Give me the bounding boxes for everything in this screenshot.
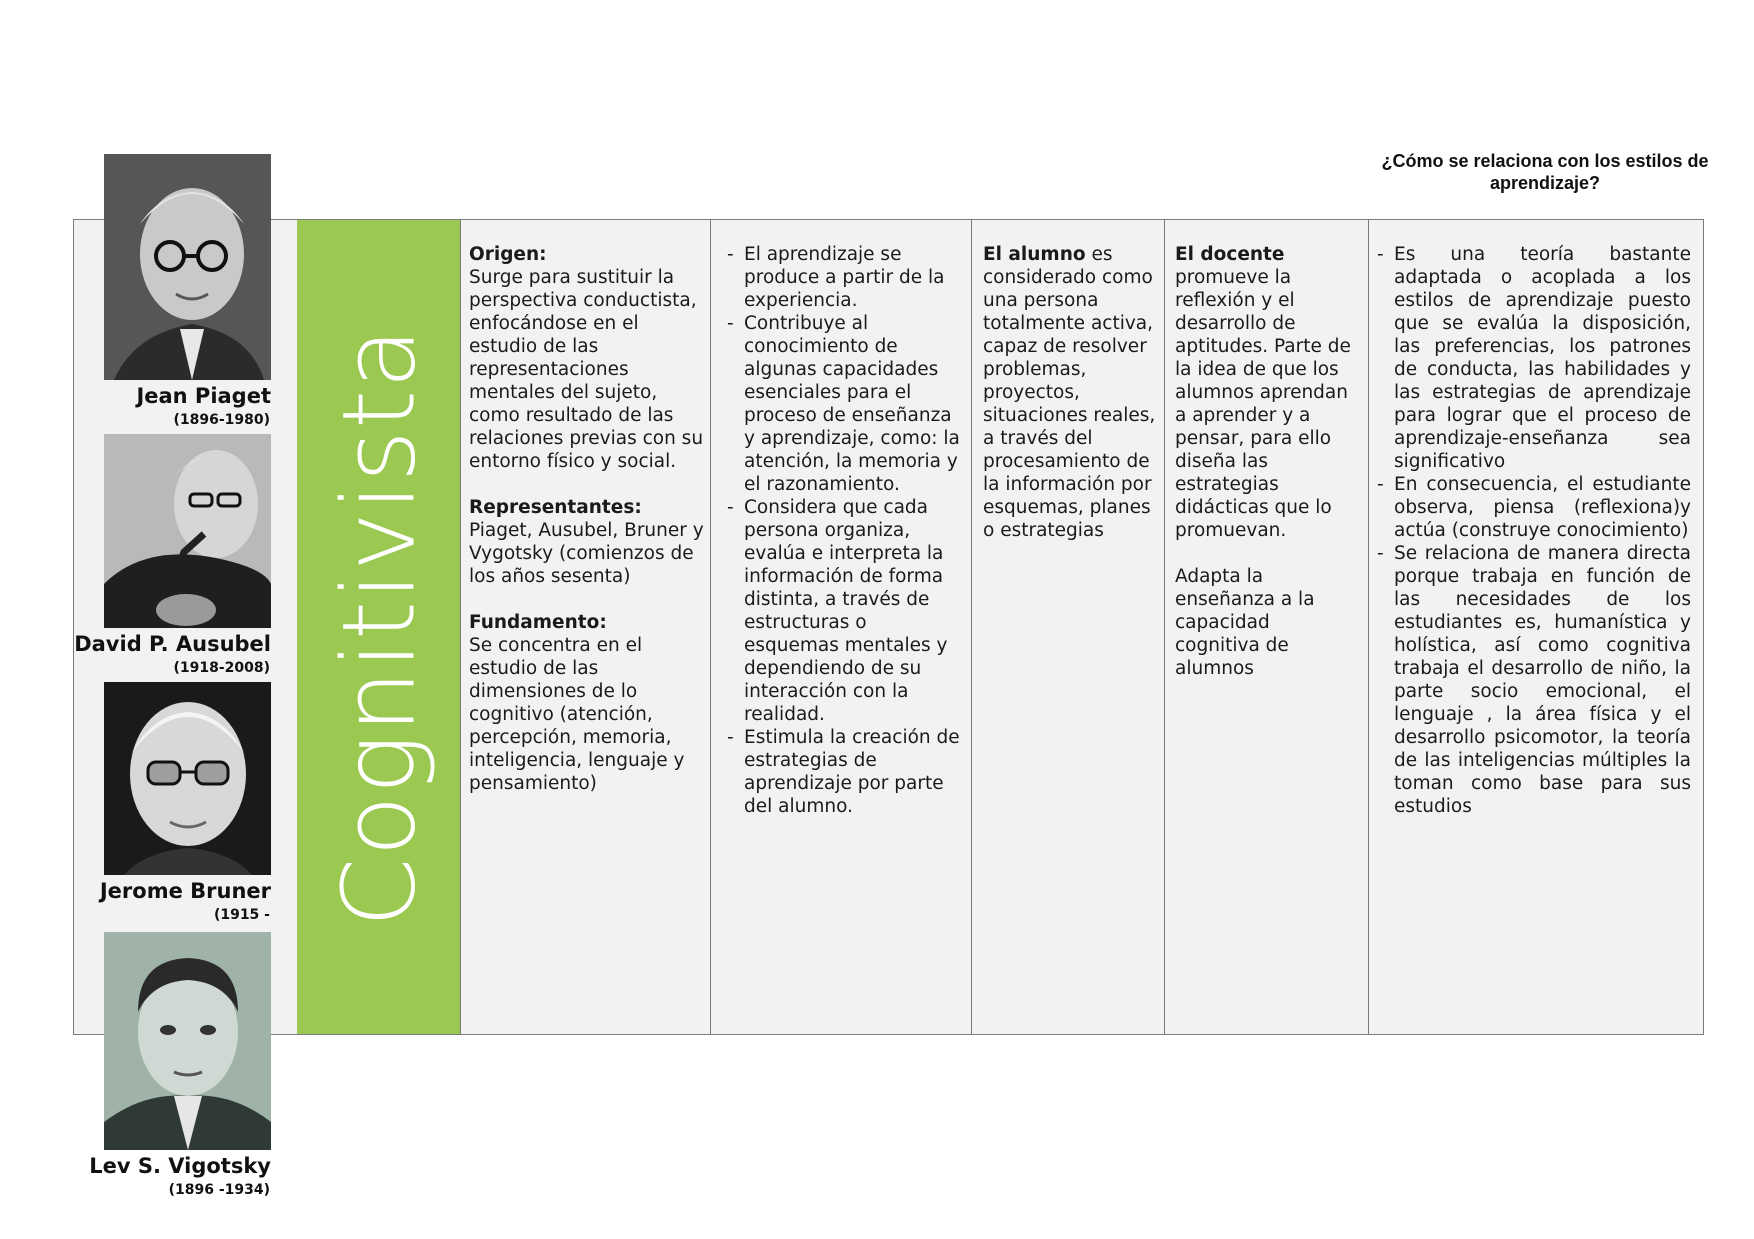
teacher-text: promueve la reflexión y el desarrollo de aptitudes. Parte de la idea de que los alumnos aprendan a aprender y a pensar, para ello diseña las estrategias didácticas que lo promuevan.	[1175, 267, 1351, 541]
column-divider	[971, 219, 972, 1035]
list-item: - Considera que cada persona organiza, evalúa e interpreta la información de forma distinta, a través de estructuras o esquemas mentales y dependiendo de su interacción con la realidad.	[727, 496, 965, 726]
representatives-text: Piaget, Ausubel, Bruner y Vygotsky (comienzos de los años sesenta)	[469, 520, 704, 587]
student-text: es considerado como una persona totalmente activa, capaz de resolver problemas, proyectos, situaciones reales, a través del procesamiento de la información por esquemas, planes o estrategias	[983, 244, 1156, 541]
portrait-jean-piaget-icon	[104, 154, 271, 380]
list-item: - Contribuye al conocimiento de algunas capacidades esenciales para el proceso de enseñanza y aprendizaje, como: la atención, la memoria y el razonamiento.	[727, 312, 965, 496]
list-item: - Es una teoría bastante adaptada o acoplada a los estilos de aprendizaje puesto que se evalúa la disposición, las preferencias, los patrones de conducta, las habilidades y las estrategias de aprendizaje para lograr que el proceso de aprendizaje-enseñanza sea significativo	[1377, 243, 1691, 473]
portrait-lev-vigotsky-icon	[104, 932, 271, 1150]
teacher-label: El docente	[1175, 244, 1285, 265]
person-years: (1896 -1934)	[168, 1182, 270, 1198]
person-years: (1918-2008)	[173, 660, 270, 676]
list-item: - En consecuencia, el estudiante observa, piensa (reflexiona)y actúa (construye conocimiento)	[1377, 473, 1691, 542]
theory-title-band	[297, 220, 460, 1034]
person-name: David P. Ausubel	[74, 632, 271, 656]
column-divider	[710, 219, 711, 1035]
list-item: - El aprendizaje se produce a partir de la experiencia.	[727, 243, 965, 312]
person-years: (1896-1980)	[173, 412, 270, 428]
theory-title: Cognitivista	[320, 326, 437, 928]
student-column	[983, 243, 1159, 542]
person-name: Lev S. Vigotsky	[89, 1154, 271, 1178]
relation-question-heading: ¿Cómo se relaciona con los estilos de aprendizaje?	[1381, 151, 1709, 193]
foundation-text: Se concentra en el estudio de las dimensiones de lo cognitivo (atención, percepción, memoria, inteligencia, lenguaje y pensamiento)	[469, 635, 685, 794]
teacher-text-2: Adapta la enseñanza a la capacidad cognitiva de alumnos	[1175, 566, 1315, 679]
origin-text: Surge para sustituir la perspectiva conductista, enfocándose en el estudio de las representaciones mentales del sujeto, como resultado de las relaciones previas con su entorno físico y social.	[469, 267, 704, 472]
person-name: Jerome Bruner	[99, 879, 271, 903]
relation-column	[1377, 243, 1691, 818]
person-years: (1915 -	[213, 907, 270, 923]
person-name: Jean Piaget	[136, 384, 271, 408]
origin-label: Origen:	[469, 244, 547, 265]
origin-column	[469, 243, 705, 795]
column-divider	[1164, 219, 1165, 1035]
representatives-label: Representantes:	[469, 497, 642, 518]
learning-column	[727, 243, 965, 818]
list-item: - Estimula la creación de estrategias de aprendizaje por parte del alumno.	[727, 726, 965, 818]
portrait-david-ausubel-icon	[104, 434, 271, 628]
list-item: - Se relaciona de manera directa porque trabaja en función de las necesidades de los estudiantes es, humanística y holística, así como cognitiva trabaja el desarrollo de niño, la parte socio emocional, el lenguaje , la área física y el desarrollo psicomotor, la teoría de las inteligencias múltiples la toman como base para sus estudios	[1377, 542, 1691, 818]
teacher-column	[1175, 243, 1355, 680]
column-divider	[1368, 219, 1369, 1035]
student-label: El alumno	[983, 244, 1086, 265]
portrait-jerome-bruner-icon	[104, 682, 271, 875]
foundation-label: Fundamento:	[469, 612, 607, 633]
column-divider	[460, 219, 461, 1035]
